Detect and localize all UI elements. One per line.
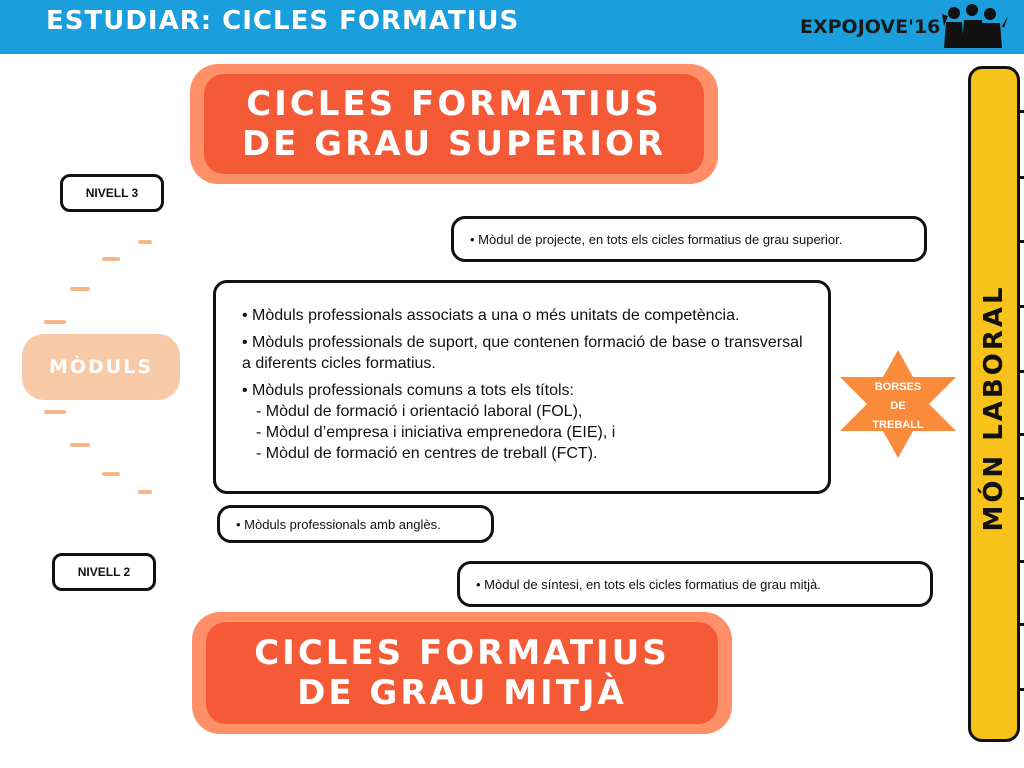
moduls-label-pill <box>22 334 180 400</box>
decorative-dash <box>70 287 90 291</box>
decorative-dash <box>102 472 120 476</box>
modul-projecte-box: • Mòdul de projecte, en tots els cicles formatius de grau superior. <box>451 216 927 262</box>
ruler-tick <box>1018 560 1024 563</box>
decorative-dash <box>138 490 152 494</box>
decorative-dash <box>102 257 120 261</box>
decorative-dash <box>70 443 90 447</box>
moduls-sub-fct: - Mòdul de formació en centres de treball (FCT). <box>256 445 598 462</box>
ruler-tick <box>1018 370 1024 373</box>
nivell-2-label: NIVELL 2 <box>52 553 156 591</box>
moduls-item-competencia: • Mòduls professionals associats a una o més unitats de competència. <box>242 307 740 324</box>
banner-grau-superior <box>190 64 718 184</box>
ruler-tick <box>1018 305 1024 308</box>
banner-grau-mitja-text: CICLES FORMATIUS DE GRAU MITJÀ <box>254 633 670 713</box>
decorative-dash <box>44 410 66 414</box>
borses-de-treball-label: BORSES DE TREBALL <box>872 381 924 431</box>
banner-grau-mitja <box>192 612 732 734</box>
ruler-tick <box>1018 497 1024 500</box>
ruler-tick <box>1018 688 1024 691</box>
expojove-logo <box>800 4 1015 50</box>
people-figures-icon <box>942 4 1008 50</box>
modul-sintesi-box: • Mòdul de síntesi, en tots els cicles formatius de grau mitjà. <box>457 561 933 607</box>
header-bar <box>0 0 1024 54</box>
banner-grau-superior-text: CICLES FORMATIUS DE GRAU SUPERIOR <box>241 84 667 164</box>
moduls-item-comuns: • Mòduls professionals comuns a tots els títols: <box>242 382 574 399</box>
moduls-angles-box: • Mòduls professionals amb anglès. <box>217 505 494 543</box>
ruler-tick <box>1018 110 1024 113</box>
page-title: ESTUDIAR: CICLES FORMATIUS <box>46 6 520 36</box>
mon-laboral-label: MÓN LABORAL <box>979 284 1009 532</box>
moduls-item-suport: • Mòduls professionals de suport, que contenen formació de base o transversal a diferents cicles formatius. <box>242 334 803 372</box>
decorative-dash <box>138 240 152 244</box>
nivell-3-label: NIVELL 3 <box>60 174 164 212</box>
ruler-tick <box>1018 623 1024 626</box>
ruler-tick <box>1018 176 1024 179</box>
logo-text: EXPOJOVE'16 <box>800 16 941 38</box>
ruler-tick <box>1018 240 1024 243</box>
decorative-dash <box>44 320 66 324</box>
moduls-label-text: MÒDULS <box>48 356 154 378</box>
moduls-sub-eie: - Mòdul d’empresa i iniciativa emprenedora (EIE), i <box>256 424 616 441</box>
ruler-tick <box>1018 433 1024 436</box>
moduls-sub-fol: - Mòdul de formació i orientació laboral (FOL), <box>256 403 583 420</box>
main-moduls-box <box>213 280 831 494</box>
